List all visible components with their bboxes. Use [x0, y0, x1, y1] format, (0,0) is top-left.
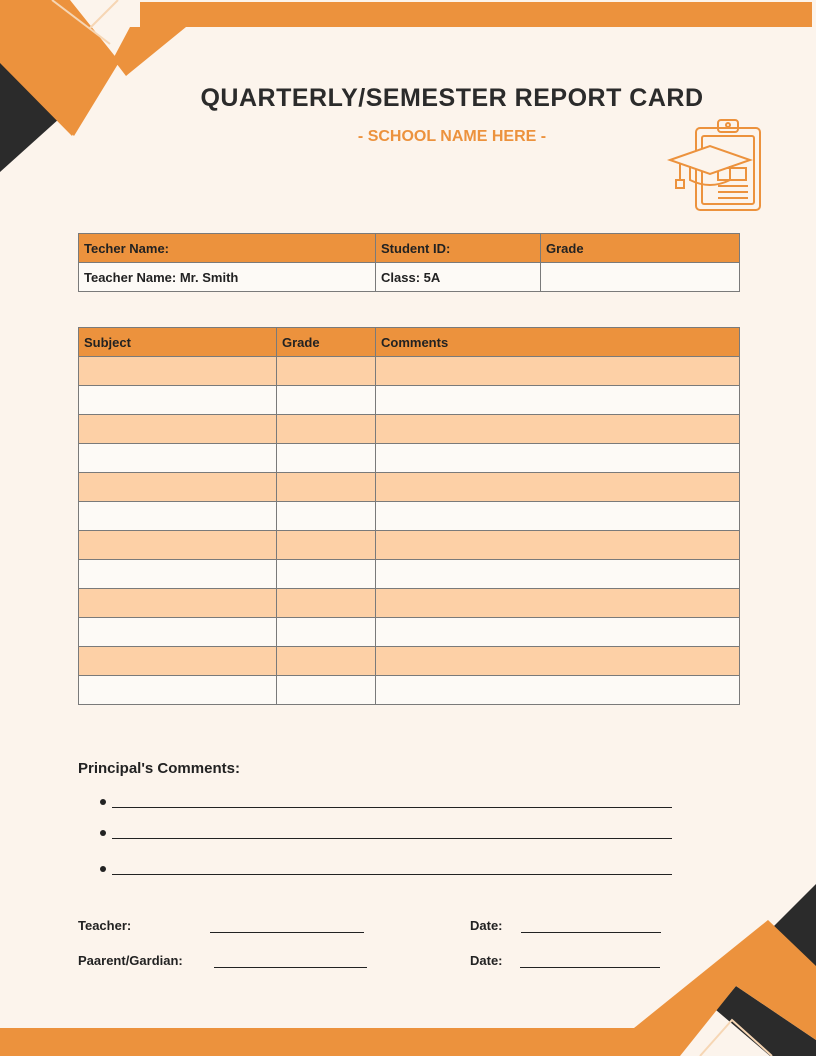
school-name: - SCHOOL NAME HERE - [357, 128, 547, 145]
comments-cell[interactable] [376, 415, 740, 444]
subject-cell[interactable] [79, 444, 277, 473]
table-row [79, 560, 740, 589]
table-row [79, 647, 740, 676]
grade-cell[interactable] [277, 676, 376, 705]
subject-cell[interactable] [79, 647, 277, 676]
comments-cell[interactable] [376, 386, 740, 415]
parent-signature-line[interactable] [214, 953, 367, 968]
table-row [79, 618, 740, 647]
subject-cell[interactable] [79, 502, 277, 531]
subject-header: Subject [79, 328, 277, 357]
subject-cell[interactable] [79, 676, 277, 705]
comments-header: Comments [376, 328, 740, 357]
student-id-header: Student ID: [376, 234, 541, 263]
table-row [79, 263, 740, 292]
teacher-signature-label: Teacher: [78, 918, 132, 933]
principal-comment-line[interactable] [112, 820, 672, 839]
table-row [79, 676, 740, 705]
grade-header: Grade [541, 234, 740, 263]
table-row [79, 386, 740, 415]
subject-cell[interactable] [79, 618, 277, 647]
grade-cell[interactable] [277, 502, 376, 531]
bullet-icon [100, 799, 106, 805]
grade-cell[interactable] [277, 531, 376, 560]
subject-cell[interactable] [79, 386, 277, 415]
date-label: Date: [470, 953, 503, 968]
comments-cell[interactable] [376, 647, 740, 676]
comments-cell[interactable] [376, 444, 740, 473]
grade-cell[interactable] [541, 263, 740, 292]
class-cell[interactable]: Class: 5A [376, 263, 541, 292]
grade-cell[interactable] [277, 415, 376, 444]
principal-comment-line[interactable] [112, 788, 672, 808]
table-row [79, 502, 740, 531]
comments-cell[interactable] [376, 502, 740, 531]
subject-cell[interactable] [79, 531, 277, 560]
comments-cell[interactable] [376, 357, 740, 386]
comments-cell[interactable] [376, 618, 740, 647]
table-row [79, 589, 740, 618]
subject-cell[interactable] [79, 473, 277, 502]
subject-cell[interactable] [79, 357, 277, 386]
bullet-icon [100, 830, 106, 836]
table-header-row [79, 328, 740, 357]
grade-cell[interactable] [277, 473, 376, 502]
teacher-info-table [78, 233, 740, 292]
page-title: QUARTERLY/SEMESTER REPORT CARD [200, 84, 704, 112]
parent-signature-label: Paarent/Gardian: [78, 953, 183, 968]
comments-cell[interactable] [376, 560, 740, 589]
grade-cell[interactable] [277, 618, 376, 647]
principal-comment-line[interactable] [112, 856, 672, 875]
comments-cell[interactable] [376, 589, 740, 618]
teacher-name-header: Techer Name: [79, 234, 376, 263]
comments-cell[interactable] [376, 531, 740, 560]
subject-cell[interactable] [79, 415, 277, 444]
graduation-cap-clipboard-icon [666, 116, 766, 216]
bullet-icon [100, 866, 106, 872]
table-row [79, 444, 740, 473]
grade-column-header: Grade [277, 328, 376, 357]
grade-cell[interactable] [277, 357, 376, 386]
subject-cell[interactable] [79, 589, 277, 618]
table-row [79, 531, 740, 560]
grade-cell[interactable] [277, 386, 376, 415]
subject-cell[interactable] [79, 560, 277, 589]
comments-cell[interactable] [376, 473, 740, 502]
parent-date-line[interactable] [520, 953, 660, 968]
grade-cell[interactable] [277, 560, 376, 589]
date-label: Date: [470, 918, 503, 933]
grade-cell[interactable] [277, 647, 376, 676]
table-row [79, 473, 740, 502]
grade-cell[interactable] [277, 589, 376, 618]
subject-grades-table [78, 327, 740, 705]
table-row [79, 415, 740, 444]
comments-cell[interactable] [376, 676, 740, 705]
teacher-name-cell[interactable]: Teacher Name: Mr. Smith [79, 263, 376, 292]
table-header-row [79, 234, 740, 263]
teacher-date-line[interactable] [521, 918, 661, 933]
table-row [79, 357, 740, 386]
principal-comments-label: Principal's Comments: [78, 760, 240, 777]
grade-cell[interactable] [277, 444, 376, 473]
teacher-signature-line[interactable] [210, 918, 364, 933]
